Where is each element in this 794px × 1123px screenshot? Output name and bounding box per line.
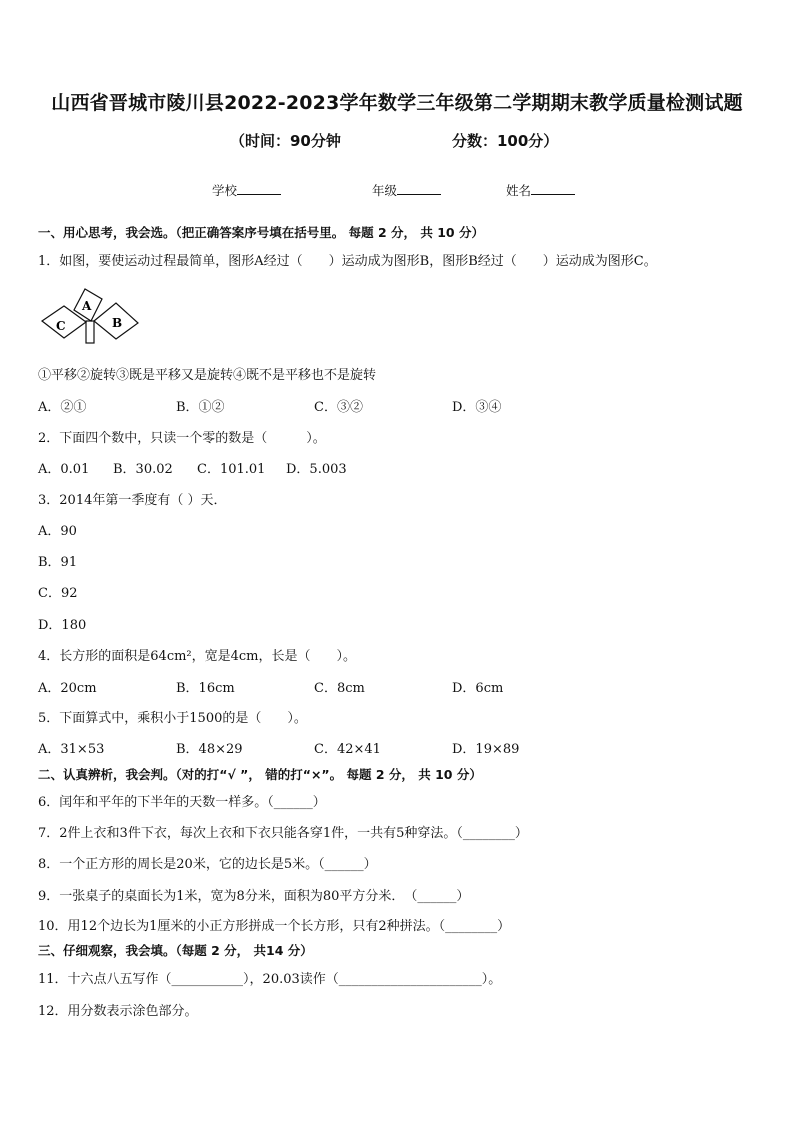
name-blank[interactable] [531,182,575,195]
label-a: A [82,299,92,313]
question-10[interactable]: 10．用12个边长为1厘米的小正方形拼成一个长方形，只有2种拼法。（________） [38,919,511,934]
grade-label: 年级 [372,183,398,198]
q5-option-a[interactable]: A．31×53 [38,742,105,757]
page-title: 山西省晋城市陵川县2022-2023学年数学三年级第二学期期末教学质量检测试题 [51,92,743,114]
question-7[interactable]: 7．2件上衣和3件下衣，每次上衣和下衣只能各穿1件，一共有5种穿法。（________） [38,826,528,841]
question-4: 4．长方形的面积是64cm²，宽是4cm，长是（ ）。 [38,649,357,664]
name-label: 姓名 [506,183,532,198]
q2-option-a[interactable]: A．0.01 [38,462,90,477]
question-12: 12．用分数表示涂色部分。 [38,1004,198,1019]
section3-heading: 三、仔细观察，我会填。（每题 2 分， 共14 分） [38,943,313,958]
q4-option-c[interactable]: C．8cm [314,681,365,696]
q5-option-c[interactable]: C．42×41 [314,742,381,757]
q2-option-b[interactable]: B．30.02 [113,462,173,477]
q1-option-b[interactable]: B．①② [176,400,225,415]
q4-option-d[interactable]: D．6cm [452,681,504,696]
school-field[interactable] [212,181,281,199]
rotation-figure [38,284,144,350]
question-5: 5．下面算式中，乘积小于1500的是（ ）。 [38,711,307,726]
question-8[interactable]: 8．一个正方形的周长是20米，它的边长是5米。（______） [38,857,377,872]
q5-option-d[interactable]: D．19×89 [452,742,520,757]
q1-option-a[interactable]: A．②① [38,400,87,415]
section2-heading: 二、认真辨析，我会判。（对的打“√ ”， 错的打“×”。 每题 2 分， 共 10 分） [38,767,482,782]
q5-option-b[interactable]: B．48×29 [176,742,243,757]
school-blank[interactable] [237,182,281,195]
q3-option-c[interactable]: C．92 [38,586,78,601]
q3-option-d[interactable]: D．180 [38,618,87,633]
school-label: 学校 [212,183,238,198]
q4-option-a[interactable]: A．20cm [38,681,97,696]
exam-time: （时间：90分钟 [230,132,341,150]
question-3: 3．2014年第一季度有（ ）天． [38,493,227,508]
question-1: 1．如图，要使运动过程最简单，图形A经过（ ）运动成为图形B，图形B经过（ ）运动成为图形C。 [38,254,657,269]
question-6[interactable]: 6．闰年和平年的下半年的天数一样多。（______） [38,795,326,810]
q1-choices: ①平移②旋转③既是平移又是旋转④既不是平移也不是旋转 [38,368,377,383]
question-9[interactable]: 9．一张桌子的桌面长为1米，宽为8分米，面积为80平方分米． （______） [38,889,470,904]
grade-blank[interactable] [397,182,441,195]
q2-option-d[interactable]: D．5.003 [286,462,347,477]
section1-heading: 一、用心思考，我会选。（把正确答案序号填在括号里。 每题 2 分， 共 10 分） [38,225,484,240]
label-b: B [112,316,123,330]
grade-field[interactable] [372,181,441,199]
q2-option-c[interactable]: C．101.01 [197,462,266,477]
q3-option-b[interactable]: B．91 [38,555,78,570]
question-11[interactable]: 11．十六点八五写作（___________），20.03读作（______________________）。 [38,972,502,987]
q3-option-a[interactable]: A．90 [38,524,77,539]
exam-score: 分数：100分） [452,132,559,150]
q4-option-b[interactable]: B．16cm [176,681,235,696]
question-2: 2．下面四个数中，只读一个零的数是（ ）。 [38,431,326,446]
name-field[interactable] [506,181,575,199]
pivot-rect [86,321,94,343]
label-c: C [56,319,66,333]
q1-option-d[interactable]: D．③④ [452,400,502,415]
q1-option-c[interactable]: C．③② [314,400,363,415]
